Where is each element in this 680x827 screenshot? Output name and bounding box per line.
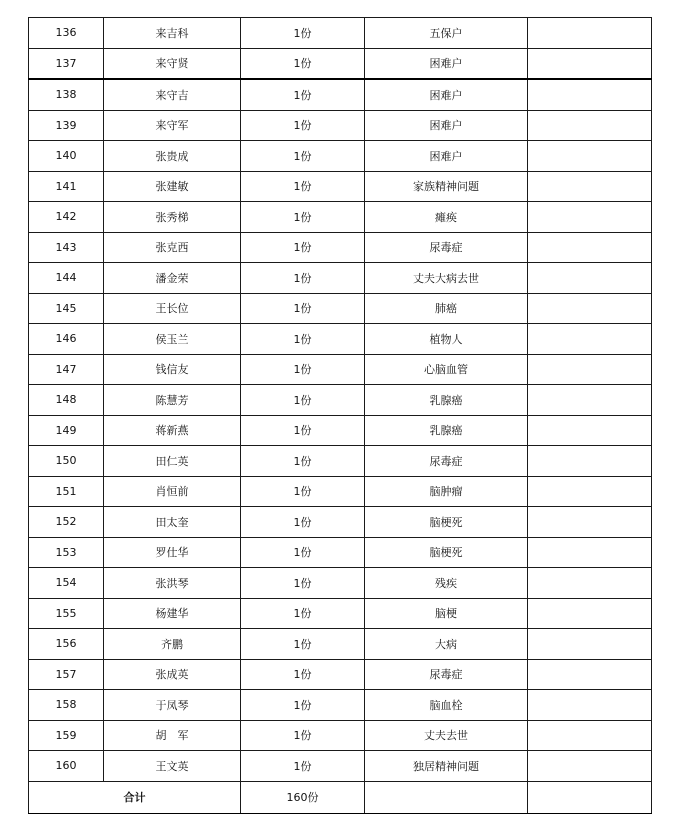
table-row (29, 507, 652, 538)
table-row (29, 141, 652, 172)
row-number: 149 (29, 415, 104, 446)
row-number: 154 (29, 568, 104, 599)
person-name: 王长位 (104, 293, 241, 324)
quantity: 1份 (241, 446, 365, 477)
table-row (29, 751, 652, 782)
total-qty: 160份 (241, 781, 365, 813)
row-number: 156 (29, 629, 104, 660)
row-number: 160 (29, 751, 104, 782)
hardship-reason: 独居精神问题 (365, 751, 528, 782)
quantity: 1份 (241, 385, 365, 416)
hardship-reason: 脑梗死 (365, 537, 528, 568)
table-row (29, 598, 652, 629)
hardship-reason: 家族精神问题 (365, 171, 528, 202)
hardship-reason: 尿毒症 (365, 659, 528, 690)
total-note (528, 781, 652, 813)
remark (528, 48, 652, 79)
table-row (29, 171, 652, 202)
row-number: 153 (29, 537, 104, 568)
row-number: 159 (29, 720, 104, 751)
remark (528, 293, 652, 324)
row-number: 148 (29, 385, 104, 416)
hardship-reason: 尿毒症 (365, 232, 528, 263)
table-row (29, 293, 652, 324)
remark (528, 385, 652, 416)
hardship-reason: 脑肿瘤 (365, 476, 528, 507)
table-row (29, 232, 652, 263)
remark (528, 110, 652, 141)
total-label: 合计 (29, 781, 241, 813)
hardship-reason: 脑梗死 (365, 507, 528, 538)
person-name: 齐鹏 (104, 629, 241, 660)
quantity: 1份 (241, 324, 365, 355)
row-number: 150 (29, 446, 104, 477)
quantity: 1份 (241, 354, 365, 385)
table-row (29, 476, 652, 507)
person-name: 王文英 (104, 751, 241, 782)
quantity: 1份 (241, 568, 365, 599)
table-row (29, 48, 652, 79)
quantity: 1份 (241, 232, 365, 263)
person-name: 张秀梯 (104, 202, 241, 233)
remark (528, 415, 652, 446)
hardship-reason: 丈夫大病去世 (365, 263, 528, 294)
person-name: 张贵成 (104, 141, 241, 172)
person-name: 侯玉兰 (104, 324, 241, 355)
remark (528, 202, 652, 233)
remark (528, 598, 652, 629)
hardship-reason: 大病 (365, 629, 528, 660)
remark (528, 232, 652, 263)
quantity: 1份 (241, 598, 365, 629)
hardship-reason: 困难户 (365, 48, 528, 79)
quantity: 1份 (241, 751, 365, 782)
table-row (29, 446, 652, 477)
hardship-reason: 心脑血管 (365, 354, 528, 385)
row-number: 151 (29, 476, 104, 507)
table-row (29, 537, 652, 568)
table-row (29, 202, 652, 233)
row-number: 137 (29, 48, 104, 79)
hardship-reason: 困难户 (365, 141, 528, 172)
person-name: 来守吉 (104, 79, 241, 110)
row-number: 155 (29, 598, 104, 629)
hardship-reason: 瘫痪 (365, 202, 528, 233)
person-name: 张洪琴 (104, 568, 241, 599)
remark (528, 263, 652, 294)
remark (528, 537, 652, 568)
table-row (29, 110, 652, 141)
table-row (29, 629, 652, 660)
hardship-reason: 困难户 (365, 79, 528, 110)
quantity: 1份 (241, 537, 365, 568)
hardship-reason: 残疾 (365, 568, 528, 599)
person-name: 罗仕华 (104, 537, 241, 568)
remark (528, 446, 652, 477)
hardship-reason: 丈夫去世 (365, 720, 528, 751)
table-row (29, 324, 652, 355)
row-number: 136 (29, 18, 104, 49)
row-number: 146 (29, 324, 104, 355)
person-name: 潘金荣 (104, 263, 241, 294)
remark (528, 171, 652, 202)
person-name: 张克西 (104, 232, 241, 263)
remark (528, 79, 652, 110)
table-row (29, 354, 652, 385)
hardship-reason: 尿毒症 (365, 446, 528, 477)
person-name: 来守军 (104, 110, 241, 141)
person-name: 来吉科 (104, 18, 241, 49)
table-row (29, 79, 652, 110)
row-number: 140 (29, 141, 104, 172)
remark (528, 18, 652, 49)
row-number: 141 (29, 171, 104, 202)
table-row (29, 18, 652, 49)
hardship-reason: 脑血栓 (365, 690, 528, 721)
quantity: 1份 (241, 79, 365, 110)
person-name: 肖恒前 (104, 476, 241, 507)
remark (528, 720, 652, 751)
remark (528, 324, 652, 355)
table-row (29, 263, 652, 294)
quantity: 1份 (241, 690, 365, 721)
remark (528, 690, 652, 721)
remark (528, 141, 652, 172)
quantity: 1份 (241, 263, 365, 294)
row-number: 138 (29, 79, 104, 110)
person-name: 田仁英 (104, 446, 241, 477)
quantity: 1份 (241, 293, 365, 324)
table-row (29, 415, 652, 446)
hardship-reason: 五保户 (365, 18, 528, 49)
table-row (29, 720, 652, 751)
remark (528, 507, 652, 538)
person-name: 杨建华 (104, 598, 241, 629)
quantity: 1份 (241, 415, 365, 446)
remark (528, 354, 652, 385)
person-name: 田太奎 (104, 507, 241, 538)
quantity: 1份 (241, 141, 365, 172)
hardship-reason: 脑梗 (365, 598, 528, 629)
hardship-reason: 乳腺癌 (365, 415, 528, 446)
relief-roster-table (28, 17, 652, 814)
row-number: 152 (29, 507, 104, 538)
total-row (29, 781, 652, 813)
table-row (29, 568, 652, 599)
row-number: 157 (29, 659, 104, 690)
quantity: 1份 (241, 18, 365, 49)
table-row (29, 690, 652, 721)
roster-body (29, 18, 652, 814)
quantity: 1份 (241, 720, 365, 751)
table-row (29, 385, 652, 416)
row-number: 139 (29, 110, 104, 141)
total-reason (365, 781, 528, 813)
row-number: 143 (29, 232, 104, 263)
remark (528, 476, 652, 507)
hardship-reason: 植物人 (365, 324, 528, 355)
row-number: 144 (29, 263, 104, 294)
person-name: 于凤琴 (104, 690, 241, 721)
remark (528, 659, 652, 690)
person-name: 张建敏 (104, 171, 241, 202)
hardship-reason: 肺癌 (365, 293, 528, 324)
person-name: 钱信友 (104, 354, 241, 385)
quantity: 1份 (241, 507, 365, 538)
row-number: 145 (29, 293, 104, 324)
hardship-reason: 困难户 (365, 110, 528, 141)
remark (528, 751, 652, 782)
person-name: 蒋新燕 (104, 415, 241, 446)
quantity: 1份 (241, 48, 365, 79)
quantity: 1份 (241, 202, 365, 233)
remark (528, 629, 652, 660)
person-name: 来守贤 (104, 48, 241, 79)
hardship-reason: 乳腺癌 (365, 385, 528, 416)
quantity: 1份 (241, 476, 365, 507)
remark (528, 568, 652, 599)
row-number: 158 (29, 690, 104, 721)
table-row (29, 659, 652, 690)
quantity: 1份 (241, 171, 365, 202)
person-name: 陈慧芳 (104, 385, 241, 416)
quantity: 1份 (241, 629, 365, 660)
person-name: 胡 军 (104, 720, 241, 751)
quantity: 1份 (241, 110, 365, 141)
row-number: 142 (29, 202, 104, 233)
person-name: 张成英 (104, 659, 241, 690)
quantity: 1份 (241, 659, 365, 690)
row-number: 147 (29, 354, 104, 385)
